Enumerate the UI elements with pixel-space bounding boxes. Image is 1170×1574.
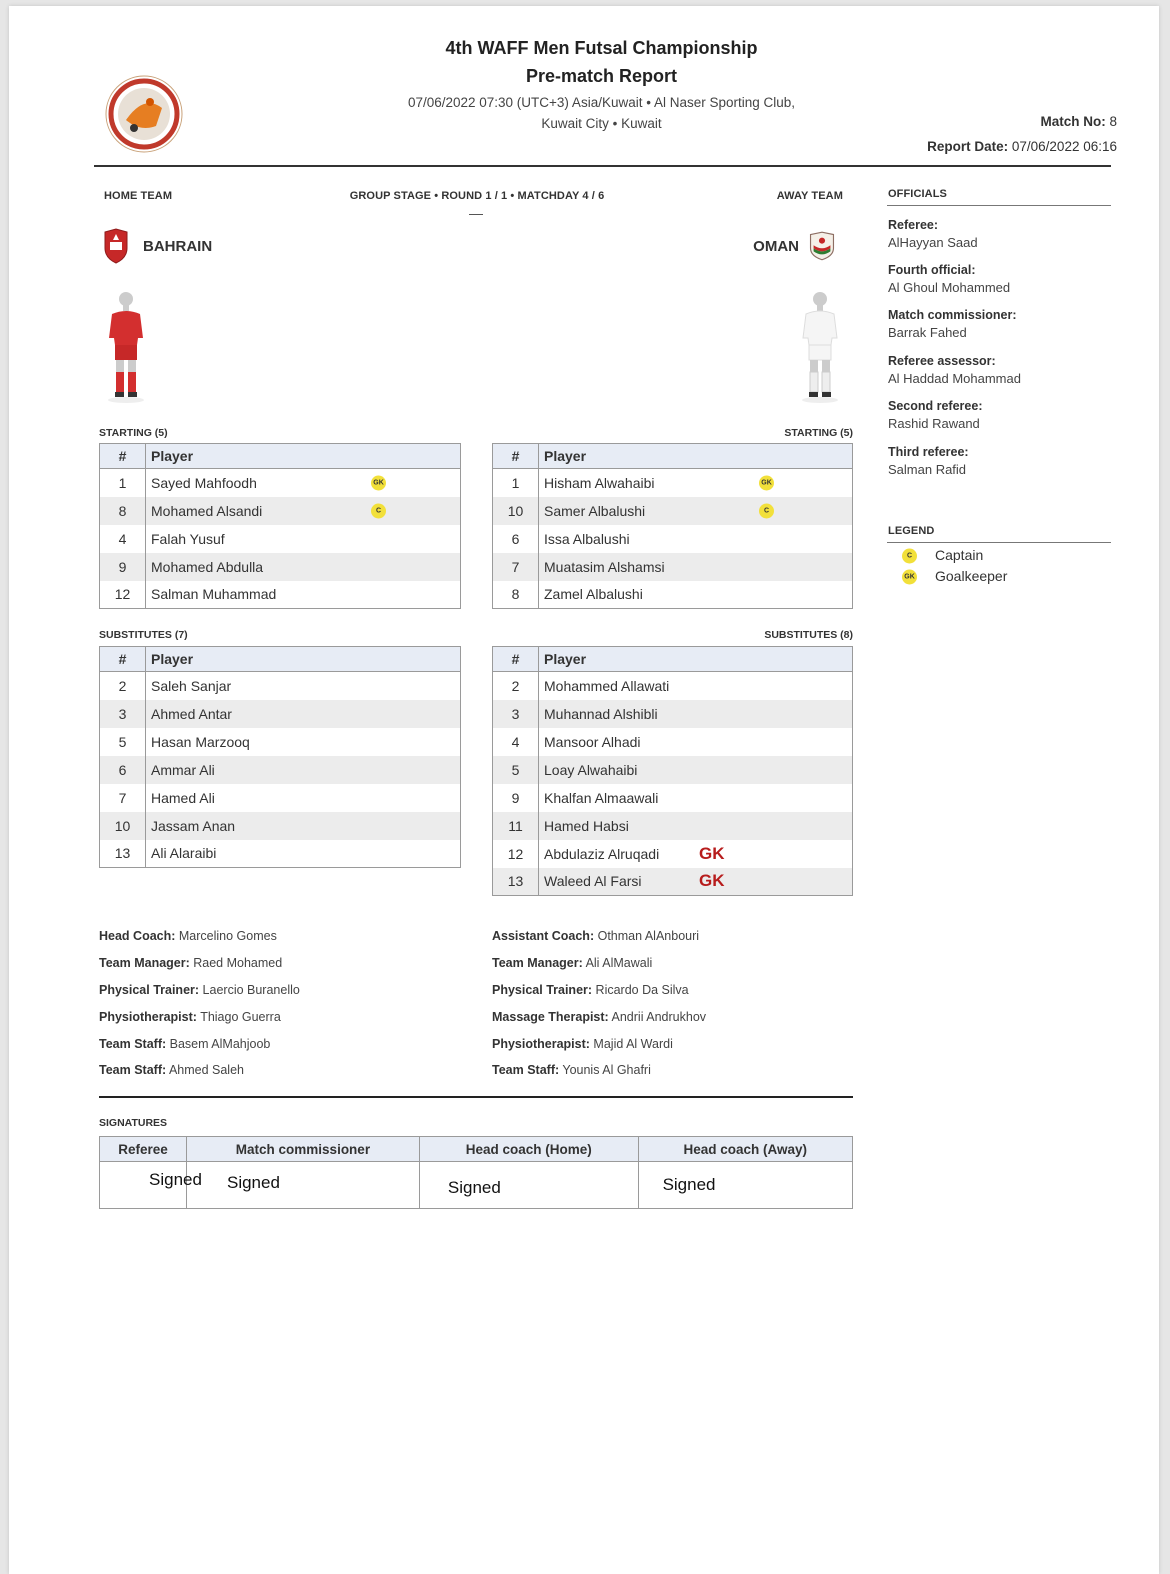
player-header: Player: [539, 647, 853, 672]
signatures-title: SIGNATURES: [99, 1117, 168, 1129]
signature-col-home-coach: Head coach (Home): [419, 1137, 638, 1162]
player-number: 9: [493, 784, 539, 812]
away-subs-label: SUBSTITUTES (8): [764, 629, 853, 641]
legend-label: Captain: [935, 547, 984, 563]
signature-col-away-coach: Head coach (Away): [638, 1137, 852, 1162]
staff-role: Physiotherapist:: [99, 1010, 197, 1024]
captain-badge: C: [371, 503, 386, 518]
score-dash: [469, 214, 483, 215]
player-cell: [539, 840, 853, 868]
player-header: Player: [146, 647, 461, 672]
staff-name: Andrii Andrukhov: [611, 1010, 707, 1024]
staff-name: Laercio Buranello: [202, 983, 300, 997]
player-name: Khalfan Almaawali: [539, 784, 853, 812]
home-staff-item: [99, 1010, 281, 1024]
table-row: [100, 497, 461, 525]
player-number: 5: [100, 728, 146, 756]
table-row: [100, 672, 461, 700]
table-row: [493, 469, 853, 497]
signature-cell: [638, 1162, 852, 1209]
player-header: Player: [539, 444, 853, 469]
player-header: Player: [146, 444, 461, 469]
player-number: 7: [100, 784, 146, 812]
home-staff-item: [99, 1063, 244, 1077]
official-item: [888, 308, 1017, 340]
player-name: Samer Albalushi: [544, 502, 646, 519]
table-row: [493, 756, 853, 784]
officials-title: OFFICIALS: [888, 188, 947, 200]
player-number: 3: [493, 700, 539, 728]
legend-divider: [887, 542, 1111, 543]
staff-name: Majid Al Wardi: [593, 1037, 673, 1051]
staff-role: Physical Trainer:: [99, 983, 200, 997]
staff-name: Thiago Guerra: [200, 1010, 281, 1024]
player-name: Hamed Ali: [146, 784, 461, 812]
official-item: [888, 399, 982, 431]
player-name: Hasan Marzooq: [146, 728, 461, 756]
goalkeeper-badge: GK: [371, 475, 386, 490]
gk-handwritten-mark: GK: [699, 871, 725, 891]
table-row: [100, 553, 461, 581]
away-staff-item: [492, 1010, 706, 1024]
official-item: [888, 263, 1010, 295]
player-name: Ali Alaraibi: [146, 840, 461, 868]
captain-badge: C: [759, 503, 774, 518]
away-starting-label: STARTING (5): [784, 427, 853, 439]
player-name: Zamel Albalushi: [539, 581, 853, 609]
player-number: 10: [100, 812, 146, 840]
player-number: 7: [493, 553, 539, 581]
official-item: [888, 445, 969, 477]
away-staff-item: [492, 956, 652, 970]
staff-name: Ricardo Da Silva: [595, 983, 689, 997]
player-name: Hisham Alwahaibi: [544, 474, 655, 491]
table-row: [100, 728, 461, 756]
signatures-table: [99, 1136, 853, 1209]
player-number: 1: [493, 469, 539, 497]
player-number: 11: [493, 812, 539, 840]
official-role: Third referee:: [888, 445, 969, 459]
home-kit-icon: [103, 290, 149, 405]
report-date-label: Report Date:: [927, 139, 1009, 154]
table-row: [100, 756, 461, 784]
goalkeeper-badge: GK: [759, 475, 774, 490]
table-row: [493, 525, 853, 553]
player-name: Saleh Sanjar: [146, 672, 461, 700]
table-row: [493, 497, 853, 525]
venue-line-2: Kuwait City • Kuwait: [541, 116, 662, 131]
player-name: Ahmed Antar: [146, 700, 461, 728]
match-number: [1040, 114, 1117, 129]
player-number: 8: [493, 581, 539, 609]
report-subtitle: Pre-match Report: [525, 66, 678, 86]
table-row: [100, 784, 461, 812]
player-number: 6: [100, 756, 146, 784]
player-name: Issa Albalushi: [539, 525, 853, 553]
stage-label: GROUP STAGE • ROUND 1 / 1 • MATCHDAY 4 / 6: [349, 190, 605, 202]
player-number: 4: [493, 728, 539, 756]
player-number: 2: [100, 672, 146, 700]
player-cell: [539, 497, 853, 525]
staff-role: Assistant Coach:: [492, 929, 595, 943]
legend-item-goalkeeper: [902, 568, 1102, 590]
player-name: Muhannad Alshibli: [539, 700, 853, 728]
player-number: 2: [493, 672, 539, 700]
home-starting-table: [99, 443, 461, 609]
player-number: 9: [100, 553, 146, 581]
table-row: [493, 812, 853, 840]
player-number: 13: [100, 840, 146, 868]
official-item: [888, 218, 978, 250]
player-number: 8: [100, 497, 146, 525]
staff-role: Team Manager:: [492, 956, 583, 970]
player-number: 5: [493, 756, 539, 784]
official-item: [888, 354, 1021, 386]
signature-home-coach: Signed: [447, 1178, 501, 1197]
official-name: Rashid Rawand: [888, 416, 980, 431]
away-staff-item: [492, 1037, 673, 1051]
staff-role: Physiotherapist:: [492, 1037, 590, 1051]
home-team-label: HOME TEAM: [104, 190, 173, 202]
staff-name: Raed Mohamed: [193, 956, 283, 970]
table-row: [100, 469, 461, 497]
away-team-name: OMAN: [753, 238, 799, 255]
table-row: [100, 700, 461, 728]
official-name: Al Haddad Mohammad: [888, 371, 1021, 386]
table-row: [100, 525, 461, 553]
match-number-value: 8: [1109, 114, 1117, 129]
player-cell: [146, 497, 461, 525]
staff-role: Team Staff:: [99, 1037, 167, 1051]
table-row: [493, 672, 853, 700]
player-name: Muatasim Alshamsi: [539, 553, 853, 581]
official-name: Salman Rafid: [888, 462, 967, 477]
signature-cell: [186, 1162, 419, 1209]
player-number: 12: [493, 840, 539, 868]
player-name: Waleed Al Farsi: [544, 873, 642, 890]
table-row: [493, 553, 853, 581]
venue-line-1: 07/06/2022 07:30 (UTC+3) Asia/Kuwait • Al Naser Sporting Club,: [407, 95, 796, 110]
player-cell: [539, 469, 853, 497]
report-date-value: 07/06/2022 06:16: [1011, 139, 1117, 154]
official-role: Referee:: [888, 218, 939, 232]
num-header: #: [493, 444, 539, 469]
table-row: [493, 840, 853, 868]
away-starting-table: [492, 443, 853, 609]
table-row: [493, 784, 853, 812]
home-staff-item: [99, 983, 300, 997]
home-starting-label: STARTING (5): [99, 427, 168, 439]
num-header: #: [100, 444, 146, 469]
table-row: [493, 700, 853, 728]
table-row: [493, 581, 853, 609]
home-subs-label: SUBSTITUTES (7): [99, 629, 188, 641]
staff-role: Team Manager:: [99, 956, 190, 970]
home-staff-item: [99, 956, 282, 970]
player-name: Hamed Habsi: [539, 812, 853, 840]
staff-name: Ali AlMawali: [585, 956, 653, 970]
oman-crest-icon: [809, 228, 835, 264]
player-number: 1: [100, 469, 146, 497]
away-staff-item: [492, 983, 689, 997]
home-staff-item: [99, 929, 277, 943]
staff-role: Head Coach:: [99, 929, 176, 943]
num-header: #: [493, 647, 539, 672]
home-team-name: BAHRAIN: [143, 238, 213, 255]
championship-logo: [104, 74, 184, 154]
goalkeeper-badge: GK: [902, 570, 917, 585]
table-row: [493, 728, 853, 756]
legend-label: Goalkeeper: [935, 568, 1008, 584]
player-name: Mohamed Abdulla: [146, 553, 461, 581]
player-name: Mohammed Allawati: [539, 672, 853, 700]
player-number: 4: [100, 525, 146, 553]
official-role: Fourth official:: [888, 263, 976, 277]
away-team-label: AWAY TEAM: [776, 190, 843, 202]
official-role: Referee assessor:: [888, 354, 996, 368]
away-subs-table: [492, 646, 853, 896]
official-name: Al Ghoul Mohammed: [888, 280, 1011, 295]
player-cell: [146, 469, 461, 497]
official-name: Barrak Fahed: [888, 325, 967, 340]
signature-col-referee: Referee: [100, 1137, 187, 1162]
staff-role: Team Staff:: [492, 1063, 560, 1077]
staff-name: Younis Al Ghafri: [562, 1063, 651, 1077]
signature-cell: [100, 1162, 202, 1209]
official-name: AlHayyan Saad: [888, 235, 978, 250]
table-row: [100, 840, 461, 868]
player-number: 6: [493, 525, 539, 553]
num-header: #: [100, 647, 146, 672]
legend-item-captain: [902, 547, 1102, 569]
away-kit-icon: [797, 290, 843, 405]
signature-away-coach: Signed: [662, 1175, 716, 1194]
legend-title: LEGEND: [888, 525, 935, 537]
match-venue: [309, 92, 894, 134]
player-name: Jassam Anan: [146, 812, 461, 840]
report-title-block: [309, 34, 894, 90]
staff-name: Ahmed Saleh: [168, 1063, 244, 1077]
home-subs-table: [99, 646, 461, 868]
player-name: Sayed Mahfoodh: [151, 474, 257, 491]
staff-role: Physical Trainer:: [492, 983, 593, 997]
staff-name: Basem AlMahjoob: [169, 1037, 271, 1051]
signature-referee: Signed: [149, 1170, 202, 1189]
report-page: [9, 6, 1159, 1574]
player-name: Loay Alwahaibi: [539, 756, 853, 784]
home-staff-item: [99, 1037, 270, 1051]
player-name: Abdulaziz Alruqadi: [544, 845, 660, 862]
staff-name: Othman AlAnbouri: [597, 929, 700, 943]
report-date: [927, 139, 1117, 154]
signature-cell: [419, 1162, 638, 1209]
staff-role: Massage Therapist:: [492, 1010, 609, 1024]
official-role: Match commissioner:: [888, 308, 1017, 322]
staff-role: Team Staff:: [99, 1063, 167, 1077]
player-name: Ammar Ali: [146, 756, 461, 784]
player-number: 3: [100, 700, 146, 728]
captain-badge: C: [902, 549, 917, 564]
official-role: Second referee:: [888, 399, 983, 413]
player-name: Falah Yusuf: [146, 525, 461, 553]
staff-name: Marcelino Gomes: [178, 929, 277, 943]
officials-divider: [887, 205, 1111, 206]
signature-commissioner: Signed: [226, 1173, 280, 1192]
away-staff-item: [492, 1063, 651, 1077]
table-row: [100, 581, 461, 609]
player-name: Salman Muhammad: [146, 581, 461, 609]
player-number: 10: [493, 497, 539, 525]
table-row: [493, 868, 853, 896]
signatures-divider: [99, 1096, 853, 1098]
away-staff-item: [492, 929, 699, 943]
player-number: 13: [493, 868, 539, 896]
championship-title: 4th WAFF Men Futsal Championship: [445, 38, 758, 58]
signature-col-commissioner: Match commissioner: [186, 1137, 419, 1162]
match-number-label: Match No:: [1040, 114, 1106, 129]
header-divider: [94, 165, 1111, 167]
player-number: 12: [100, 581, 146, 609]
gk-handwritten-mark: GK: [699, 843, 725, 863]
bahrain-crest-icon: [103, 228, 129, 264]
player-name: Mansoor Alhadi: [539, 728, 853, 756]
player-name: Mohamed Alsandi: [151, 502, 263, 519]
player-cell: [539, 868, 853, 896]
table-row: [100, 812, 461, 840]
